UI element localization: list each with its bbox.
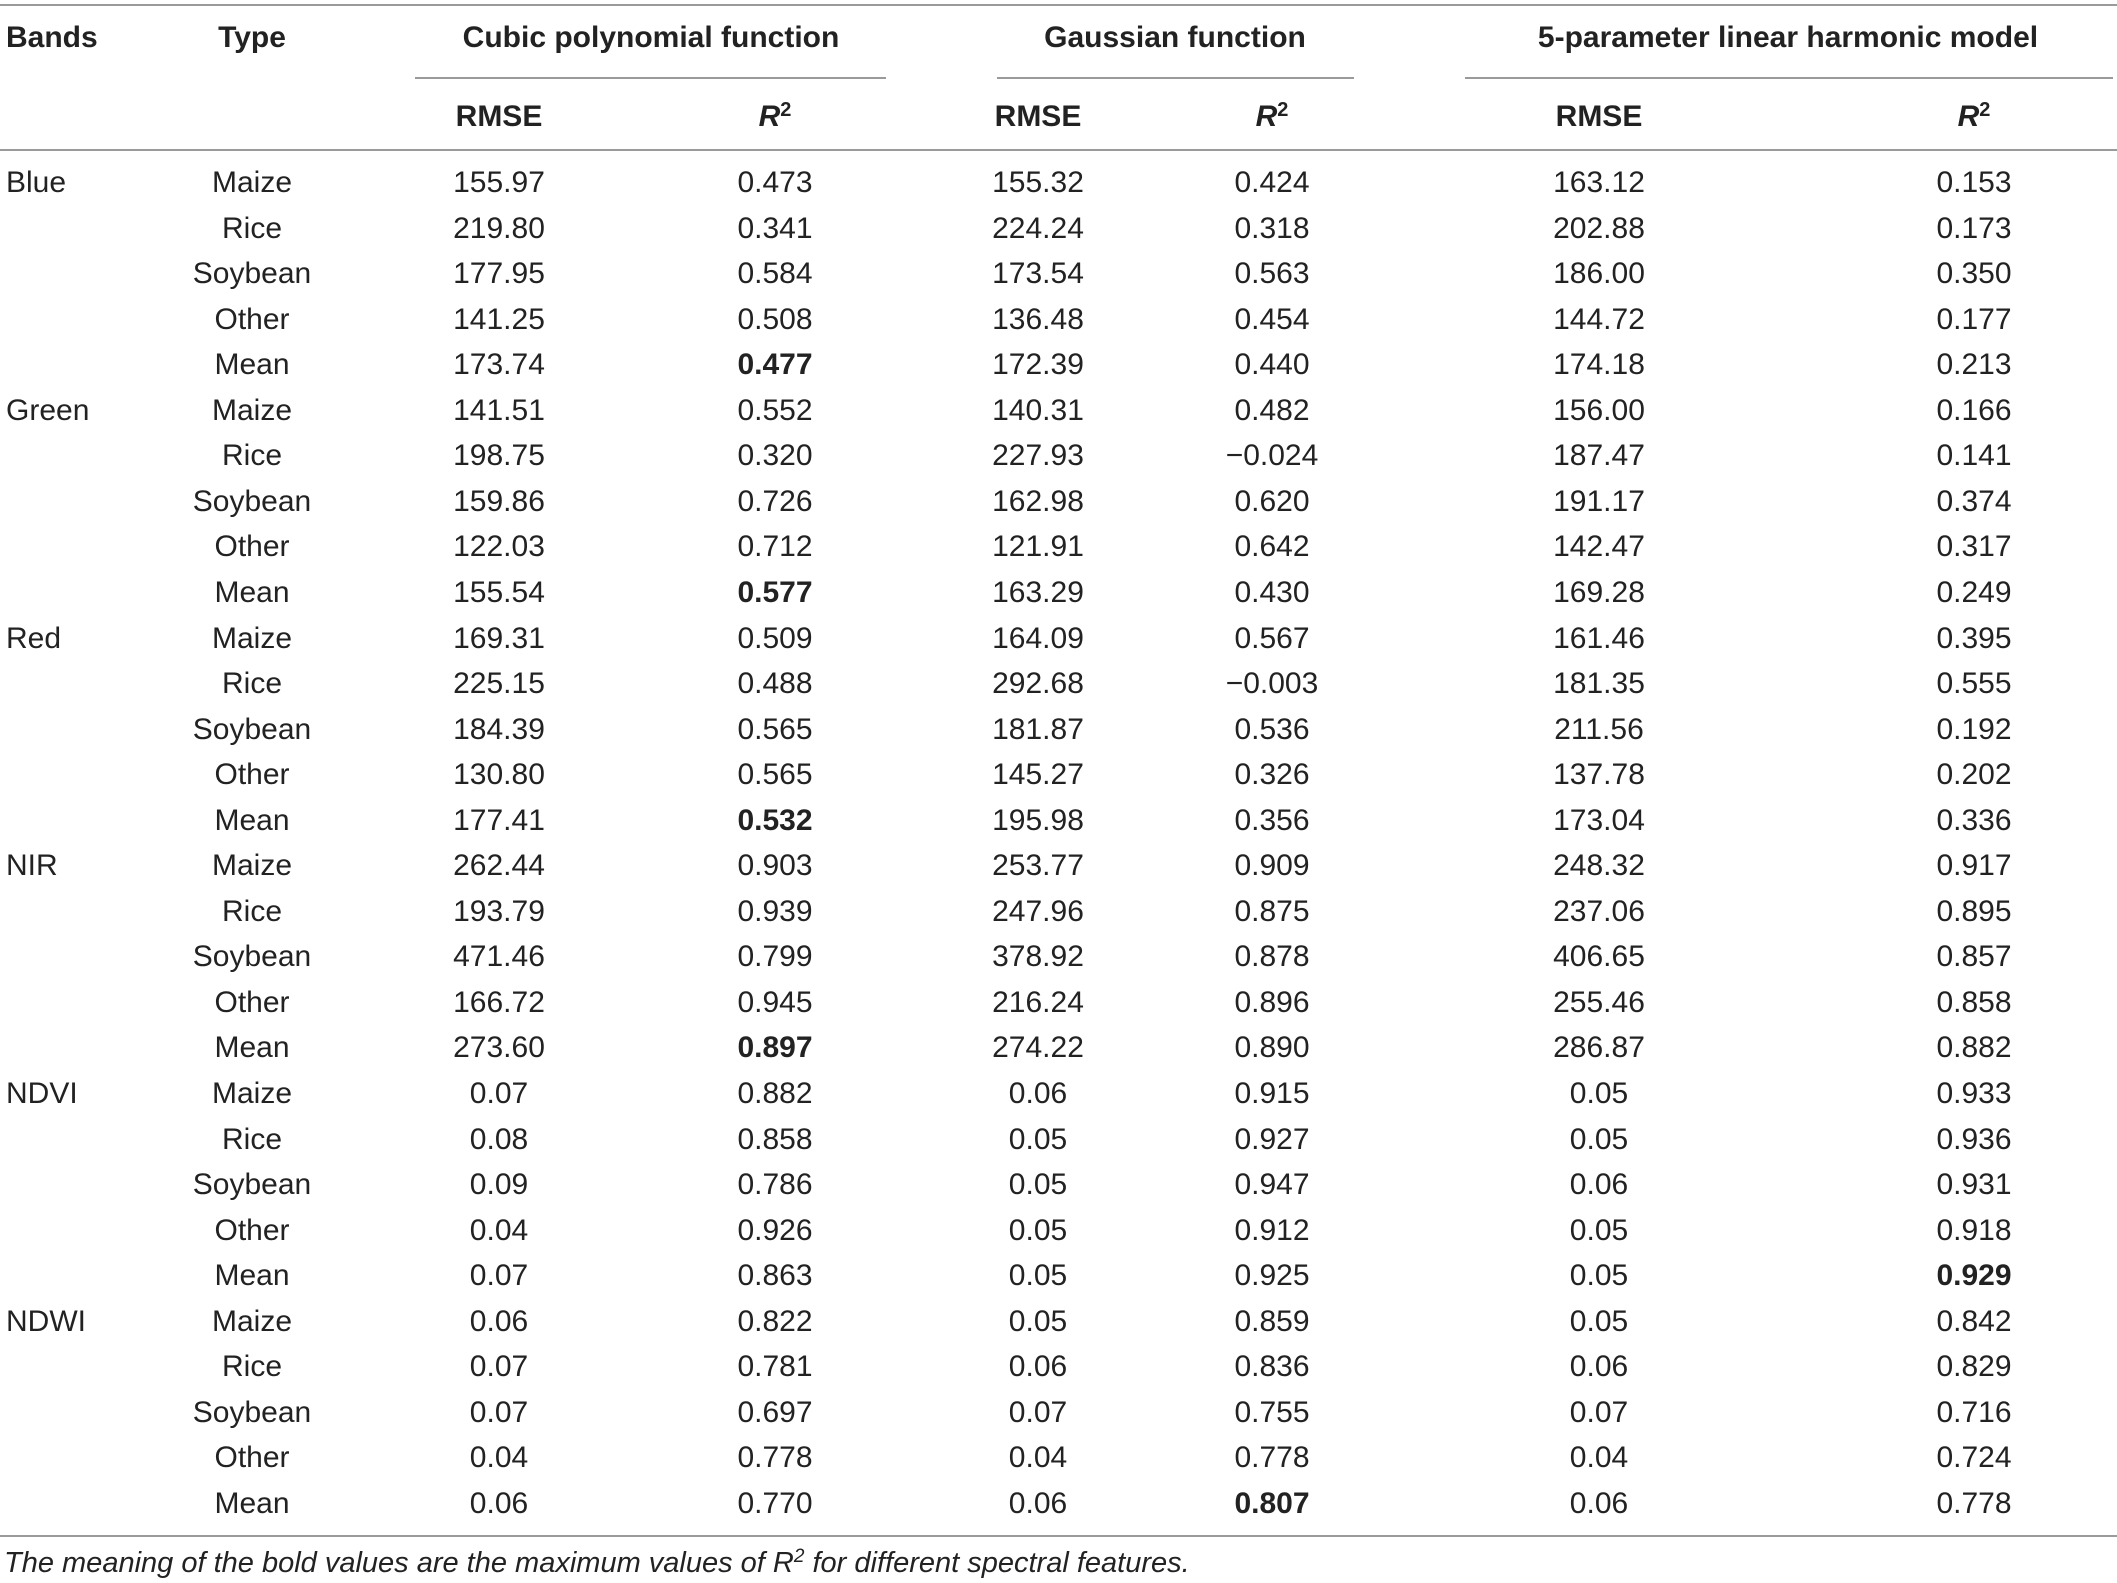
gaussian-r2-cell: 0.642 (1234, 530, 1310, 563)
cubic-r2-cell: 0.786 (737, 1168, 813, 1201)
top-rule (0, 4, 2117, 6)
band-cell: NIR (6, 849, 58, 882)
type-cell: Maize (211, 849, 293, 882)
type-cell: Other (214, 986, 290, 1019)
gaussian-rmse-cell: 0.06 (1008, 1487, 1068, 1520)
subheader-rmse-gaussian: RMSE (994, 100, 1082, 133)
harmonic-r2-cell: 0.724 (1936, 1441, 2012, 1474)
type-cell: Rice (221, 439, 283, 472)
band-cell: Red (6, 622, 62, 655)
cubic-r2-cell: 0.697 (737, 1396, 813, 1429)
harmonic-r2-cell: 0.716 (1936, 1396, 2012, 1429)
gaussian-rmse-cell: 224.24 (992, 212, 1084, 245)
cubic-r2-cell: 0.882 (737, 1077, 813, 1110)
type-cell: Other (214, 1441, 290, 1474)
cubic-r2-cell: 0.473 (737, 166, 813, 199)
gaussian-r2-cell: 0.878 (1234, 940, 1310, 973)
harmonic-r2-cell: 0.173 (1936, 212, 2012, 245)
cubic-rmse-cell: 122.03 (453, 530, 545, 563)
gaussian-rmse-cell: 0.04 (1008, 1441, 1068, 1474)
cubic-rmse-cell: 219.80 (453, 212, 545, 245)
gaussian-r2-cell: 0.356 (1234, 804, 1310, 837)
gaussian-r2-cell: 0.859 (1234, 1305, 1310, 1338)
cubic-r2-cell: 0.926 (737, 1214, 813, 1247)
subheader-r2-cubic: $R^2$ (758, 99, 792, 133)
harmonic-rmse-cell: 142.47 (1553, 530, 1645, 563)
harmonic-rmse-cell: 248.32 (1553, 849, 1645, 882)
footnote-text: The meaning of the bold values are the maximum values of R (4, 1547, 794, 1579)
gaussian-rmse-cell: 378.92 (992, 940, 1084, 973)
gaussian-r2-cell: 0.440 (1234, 348, 1310, 381)
cubic-rmse-cell: 177.95 (453, 257, 545, 290)
harmonic-rmse-cell: 144.72 (1553, 303, 1645, 336)
cubic-r2-cell: 0.863 (737, 1259, 813, 1292)
harmonic-r2-cell: 0.395 (1936, 622, 2012, 655)
harmonic-r2-cell: 0.858 (1936, 986, 2012, 1019)
cubic-r2-cell: 0.509 (737, 622, 813, 655)
harmonic-r2-cell: 0.917 (1936, 849, 2012, 882)
band-cell: Green (6, 394, 90, 427)
cubic-r2-cell: 0.565 (737, 758, 813, 791)
cubic-rmse-cell: 0.07 (469, 1396, 529, 1429)
gaussian-rmse-cell: 164.09 (992, 622, 1084, 655)
harmonic-r2-cell: 0.778 (1936, 1487, 2012, 1520)
gaussian-r2-cell: 0.925 (1234, 1259, 1310, 1292)
gaussian-rmse-cell: 121.91 (992, 530, 1084, 563)
harmonic-r2-cell: 0.202 (1936, 758, 2012, 791)
harmonic-rmse-cell: 202.88 (1553, 212, 1645, 245)
gaussian-r2-cell: 0.909 (1234, 849, 1310, 882)
gaussian-r2-cell: 0.424 (1234, 166, 1310, 199)
harmonic-r2-cell: 0.555 (1936, 667, 2012, 700)
type-cell: Soybean (192, 1168, 312, 1201)
gaussian-r2-cell: 0.536 (1234, 713, 1310, 746)
cubic-r2-cell: 0.858 (737, 1123, 813, 1156)
table-footnote (4, 1543, 1190, 1583)
cubic-rmse-cell: 0.07 (469, 1350, 529, 1383)
harmonic-rmse-cell: 0.07 (1569, 1396, 1629, 1429)
harmonic-r2-cell: 0.829 (1936, 1350, 2012, 1383)
gaussian-r2-cell: −0.024 (1225, 439, 1319, 472)
gaussian-r2-cell: 0.567 (1234, 622, 1310, 655)
type-cell: Rice (221, 667, 283, 700)
cubic-r2-cell: 0.726 (737, 485, 813, 518)
type-cell: Other (214, 530, 290, 563)
bottom-rule (0, 1535, 2117, 1537)
harmonic-r2-cell: 0.918 (1936, 1214, 2012, 1247)
harmonic-rmse-cell: 0.05 (1569, 1077, 1629, 1110)
gaussian-r2-cell: 0.482 (1234, 394, 1310, 427)
cubic-r2-cell: 0.584 (737, 257, 813, 290)
cubic-r2-cell: 0.822 (737, 1305, 813, 1338)
harmonic-rmse-cell: 156.00 (1553, 394, 1645, 427)
type-cell: Rice (221, 1123, 283, 1156)
cubic-rmse-cell: 169.31 (453, 622, 545, 655)
gaussian-r2-cell: 0.318 (1234, 212, 1310, 245)
harmonic-r2-cell: 0.317 (1936, 530, 2012, 563)
cubic-rmse-cell: 0.07 (469, 1077, 529, 1110)
cubic-rmse-cell: 193.79 (453, 895, 545, 928)
gaussian-rmse-cell: 292.68 (992, 667, 1084, 700)
cubic-rmse-cell: 177.41 (453, 804, 545, 837)
harmonic-r2-cell: 0.882 (1936, 1031, 2012, 1064)
harmonic-r2-cell: 0.166 (1936, 394, 2012, 427)
cubic-group-rule (415, 77, 886, 79)
harmonic-rmse-cell: 0.06 (1569, 1487, 1629, 1520)
gaussian-r2-cell: 0.927 (1234, 1123, 1310, 1156)
harmonic-r2-cell: 0.929 (1936, 1259, 2012, 1292)
cubic-r2-cell: 0.341 (737, 212, 813, 245)
gaussian-r2-cell: 0.890 (1234, 1031, 1310, 1064)
header-bands: Bands (6, 21, 98, 54)
type-cell: Soybean (192, 940, 312, 973)
header-rule (0, 149, 2117, 151)
harmonic-r2-cell: 0.933 (1936, 1077, 2012, 1110)
harmonic-rmse-cell: 0.06 (1569, 1350, 1629, 1383)
cubic-r2-cell: 0.781 (737, 1350, 813, 1383)
type-cell: Mean (214, 1259, 290, 1292)
gaussian-rmse-cell: 155.32 (992, 166, 1084, 199)
harmonic-rmse-cell: 174.18 (1553, 348, 1645, 381)
subheader-rmse-harmonic: RMSE (1555, 100, 1643, 133)
cubic-r2-cell: 0.565 (737, 713, 813, 746)
gaussian-r2-cell: 0.947 (1234, 1168, 1310, 1201)
harmonic-rmse-cell: 0.05 (1569, 1305, 1629, 1338)
type-cell: Soybean (192, 1396, 312, 1429)
type-cell: Maize (211, 166, 293, 199)
gaussian-rmse-cell: 0.07 (1008, 1396, 1068, 1429)
gaussian-rmse-cell: 163.29 (992, 576, 1084, 609)
harmonic-rmse-cell: 173.04 (1553, 804, 1645, 837)
cubic-r2-cell: 0.508 (737, 303, 813, 336)
harmonic-r2-cell: 0.141 (1936, 439, 2012, 472)
type-cell: Other (214, 1214, 290, 1247)
gaussian-rmse-cell: 0.05 (1008, 1305, 1068, 1338)
harmonic-rmse-cell: 137.78 (1553, 758, 1645, 791)
cubic-r2-cell: 0.477 (737, 348, 813, 381)
harmonic-rmse-cell: 0.04 (1569, 1441, 1629, 1474)
cubic-r2-cell: 0.712 (737, 530, 813, 563)
harmonic-r2-cell: 0.350 (1936, 257, 2012, 290)
gaussian-rmse-cell: 274.22 (992, 1031, 1084, 1064)
gaussian-r2-cell: 0.836 (1234, 1350, 1310, 1383)
harmonic-rmse-cell: 163.12 (1553, 166, 1645, 199)
harmonic-r2-cell: 0.374 (1936, 485, 2012, 518)
type-cell: Mean (214, 804, 290, 837)
gaussian-r2-cell: 0.807 (1234, 1487, 1310, 1520)
harmonic-rmse-cell: 237.06 (1553, 895, 1645, 928)
cubic-rmse-cell: 159.86 (453, 485, 545, 518)
harmonic-rmse-cell: 161.46 (1553, 622, 1645, 655)
type-cell: Mean (214, 348, 290, 381)
type-cell: Mean (214, 1487, 290, 1520)
gaussian-r2-cell: 0.620 (1234, 485, 1310, 518)
header-type: Type (218, 21, 286, 54)
harmonic-r2-cell: 0.192 (1936, 713, 2012, 746)
gaussian-rmse-cell: 173.54 (992, 257, 1084, 290)
cubic-r2-cell: 0.488 (737, 667, 813, 700)
cubic-rmse-cell: 262.44 (453, 849, 545, 882)
cubic-r2-cell: 0.903 (737, 849, 813, 882)
gaussian-r2-cell: 0.755 (1234, 1396, 1310, 1429)
gaussian-rmse-cell: 247.96 (992, 895, 1084, 928)
type-cell: Rice (221, 212, 283, 245)
gaussian-rmse-cell: 172.39 (992, 348, 1084, 381)
harmonic-r2-cell: 0.895 (1936, 895, 2012, 928)
type-cell: Soybean (192, 257, 312, 290)
cubic-rmse-cell: 273.60 (453, 1031, 545, 1064)
cubic-rmse-cell: 225.15 (453, 667, 545, 700)
type-cell: Other (214, 303, 290, 336)
type-cell: Maize (211, 1305, 293, 1338)
cubic-rmse-cell: 155.97 (453, 166, 545, 199)
type-cell: Rice (221, 1350, 283, 1383)
gaussian-rmse-cell: 0.06 (1008, 1350, 1068, 1383)
type-cell: Soybean (192, 713, 312, 746)
cubic-r2-cell: 0.939 (737, 895, 813, 928)
cubic-rmse-cell: 166.72 (453, 986, 545, 1019)
gaussian-r2-cell: 0.896 (1234, 986, 1310, 1019)
harmonic-rmse-cell: 169.28 (1553, 576, 1645, 609)
cubic-r2-cell: 0.320 (737, 439, 813, 472)
gaussian-rmse-cell: 253.77 (992, 849, 1084, 882)
cubic-r2-cell: 0.778 (737, 1441, 813, 1474)
cubic-r2-cell: 0.945 (737, 986, 813, 1019)
header-harmonic-model: 5-parameter linear harmonic model (1537, 21, 2039, 54)
gaussian-r2-cell: 0.778 (1234, 1441, 1310, 1474)
cubic-rmse-cell: 173.74 (453, 348, 545, 381)
harmonic-rmse-cell: 0.05 (1569, 1259, 1629, 1292)
harmonic-r2-cell: 0.842 (1936, 1305, 2012, 1338)
harmonic-rmse-cell: 406.65 (1553, 940, 1645, 973)
gaussian-r2-cell: −0.003 (1225, 667, 1319, 700)
cubic-r2-cell: 0.897 (737, 1031, 813, 1064)
harmonic-rmse-cell: 187.47 (1553, 439, 1645, 472)
harmonic-rmse-cell: 286.87 (1553, 1031, 1645, 1064)
cubic-rmse-cell: 141.25 (453, 303, 545, 336)
harmonic-r2-cell: 0.249 (1936, 576, 2012, 609)
header-cubic-polynomial: Cubic polynomial function (462, 21, 840, 54)
cubic-rmse-cell: 184.39 (453, 713, 545, 746)
gaussian-rmse-cell: 0.05 (1008, 1123, 1068, 1156)
gaussian-r2-cell: 0.875 (1234, 895, 1310, 928)
cubic-rmse-cell: 198.75 (453, 439, 545, 472)
harmonic-r2-cell: 0.213 (1936, 348, 2012, 381)
subheader-rmse-cubic: RMSE (455, 100, 543, 133)
gaussian-rmse-cell: 140.31 (992, 394, 1084, 427)
harmonic-r2-cell: 0.336 (1936, 804, 2012, 837)
type-cell: Other (214, 758, 290, 791)
type-cell: Maize (211, 622, 293, 655)
harmonic-rmse-cell: 0.05 (1569, 1214, 1629, 1247)
gaussian-rmse-cell: 0.06 (1008, 1077, 1068, 1110)
cubic-rmse-cell: 0.04 (469, 1214, 529, 1247)
gaussian-rmse-cell: 162.98 (992, 485, 1084, 518)
gaussian-rmse-cell: 136.48 (992, 303, 1084, 336)
cubic-rmse-cell: 130.80 (453, 758, 545, 791)
cubic-rmse-cell: 0.07 (469, 1259, 529, 1292)
harmonic-r2-cell: 0.936 (1936, 1123, 2012, 1156)
gaussian-rmse-cell: 145.27 (992, 758, 1084, 791)
type-cell: Mean (214, 1031, 290, 1064)
type-cell: Maize (211, 1077, 293, 1110)
cubic-r2-cell: 0.532 (737, 804, 813, 837)
type-cell: Soybean (192, 485, 312, 518)
harmonic-rmse-cell: 0.06 (1569, 1168, 1629, 1201)
harmonic-r2-cell: 0.857 (1936, 940, 2012, 973)
gaussian-r2-cell: 0.915 (1234, 1077, 1310, 1110)
harmonic-r2-cell: 0.153 (1936, 166, 2012, 199)
harmonic-r2-cell: 0.177 (1936, 303, 2012, 336)
cubic-r2-cell: 0.799 (737, 940, 813, 973)
gaussian-rmse-cell: 0.05 (1008, 1214, 1068, 1247)
gaussian-rmse-cell: 227.93 (992, 439, 1084, 472)
harmonic-rmse-cell: 186.00 (1553, 257, 1645, 290)
band-cell: NDWI (6, 1305, 86, 1338)
cubic-rmse-cell: 0.04 (469, 1441, 529, 1474)
gaussian-rmse-cell: 195.98 (992, 804, 1084, 837)
band-cell: Blue (6, 166, 67, 199)
subheader-r2-gaussian: $R^2$ (1255, 99, 1289, 133)
cubic-rmse-cell: 0.08 (469, 1123, 529, 1156)
cubic-rmse-cell: 141.51 (453, 394, 545, 427)
gaussian-r2-cell: 0.430 (1234, 576, 1310, 609)
cubic-rmse-cell: 471.46 (453, 940, 545, 973)
type-cell: Mean (214, 576, 290, 609)
harmonic-r2-cell: 0.931 (1936, 1168, 2012, 1201)
header-gaussian: Gaussian function (1044, 21, 1306, 54)
subheader-r2-harmonic: $R^2$ (1957, 99, 1991, 133)
harmonic-rmse-cell: 211.56 (1554, 713, 1644, 746)
cubic-r2-cell: 0.552 (737, 394, 813, 427)
gaussian-r2-cell: 0.912 (1234, 1214, 1310, 1247)
harmonic-rmse-cell: 181.35 (1553, 667, 1645, 700)
band-cell: NDVI (6, 1077, 78, 1110)
cubic-rmse-cell: 155.54 (453, 576, 545, 609)
gaussian-rmse-cell: 0.05 (1008, 1168, 1068, 1201)
footnote-text-end: for different spectral features. (804, 1547, 1190, 1579)
cubic-r2-cell: 0.770 (737, 1487, 813, 1520)
gaussian-rmse-cell: 216.24 (992, 986, 1084, 1019)
harmonic-rmse-cell: 255.46 (1553, 986, 1645, 1019)
gaussian-group-rule (997, 77, 1354, 79)
harmonic-rmse-cell: 191.17 (1553, 485, 1645, 518)
gaussian-rmse-cell: 0.05 (1008, 1259, 1068, 1292)
gaussian-rmse-cell: 181.87 (992, 713, 1084, 746)
cubic-rmse-cell: 0.09 (469, 1168, 529, 1201)
cubic-rmse-cell: 0.06 (469, 1305, 529, 1338)
type-cell: Maize (211, 394, 293, 427)
cubic-r2-cell: 0.577 (737, 576, 813, 609)
footnote-exponent: 2 (793, 1546, 805, 1567)
gaussian-r2-cell: 0.454 (1234, 303, 1310, 336)
gaussian-r2-cell: 0.326 (1234, 758, 1310, 791)
gaussian-r2-cell: 0.563 (1234, 257, 1310, 290)
cubic-rmse-cell: 0.06 (469, 1487, 529, 1520)
harmonic-group-rule (1465, 77, 2113, 79)
type-cell: Rice (221, 895, 283, 928)
harmonic-rmse-cell: 0.05 (1569, 1123, 1629, 1156)
